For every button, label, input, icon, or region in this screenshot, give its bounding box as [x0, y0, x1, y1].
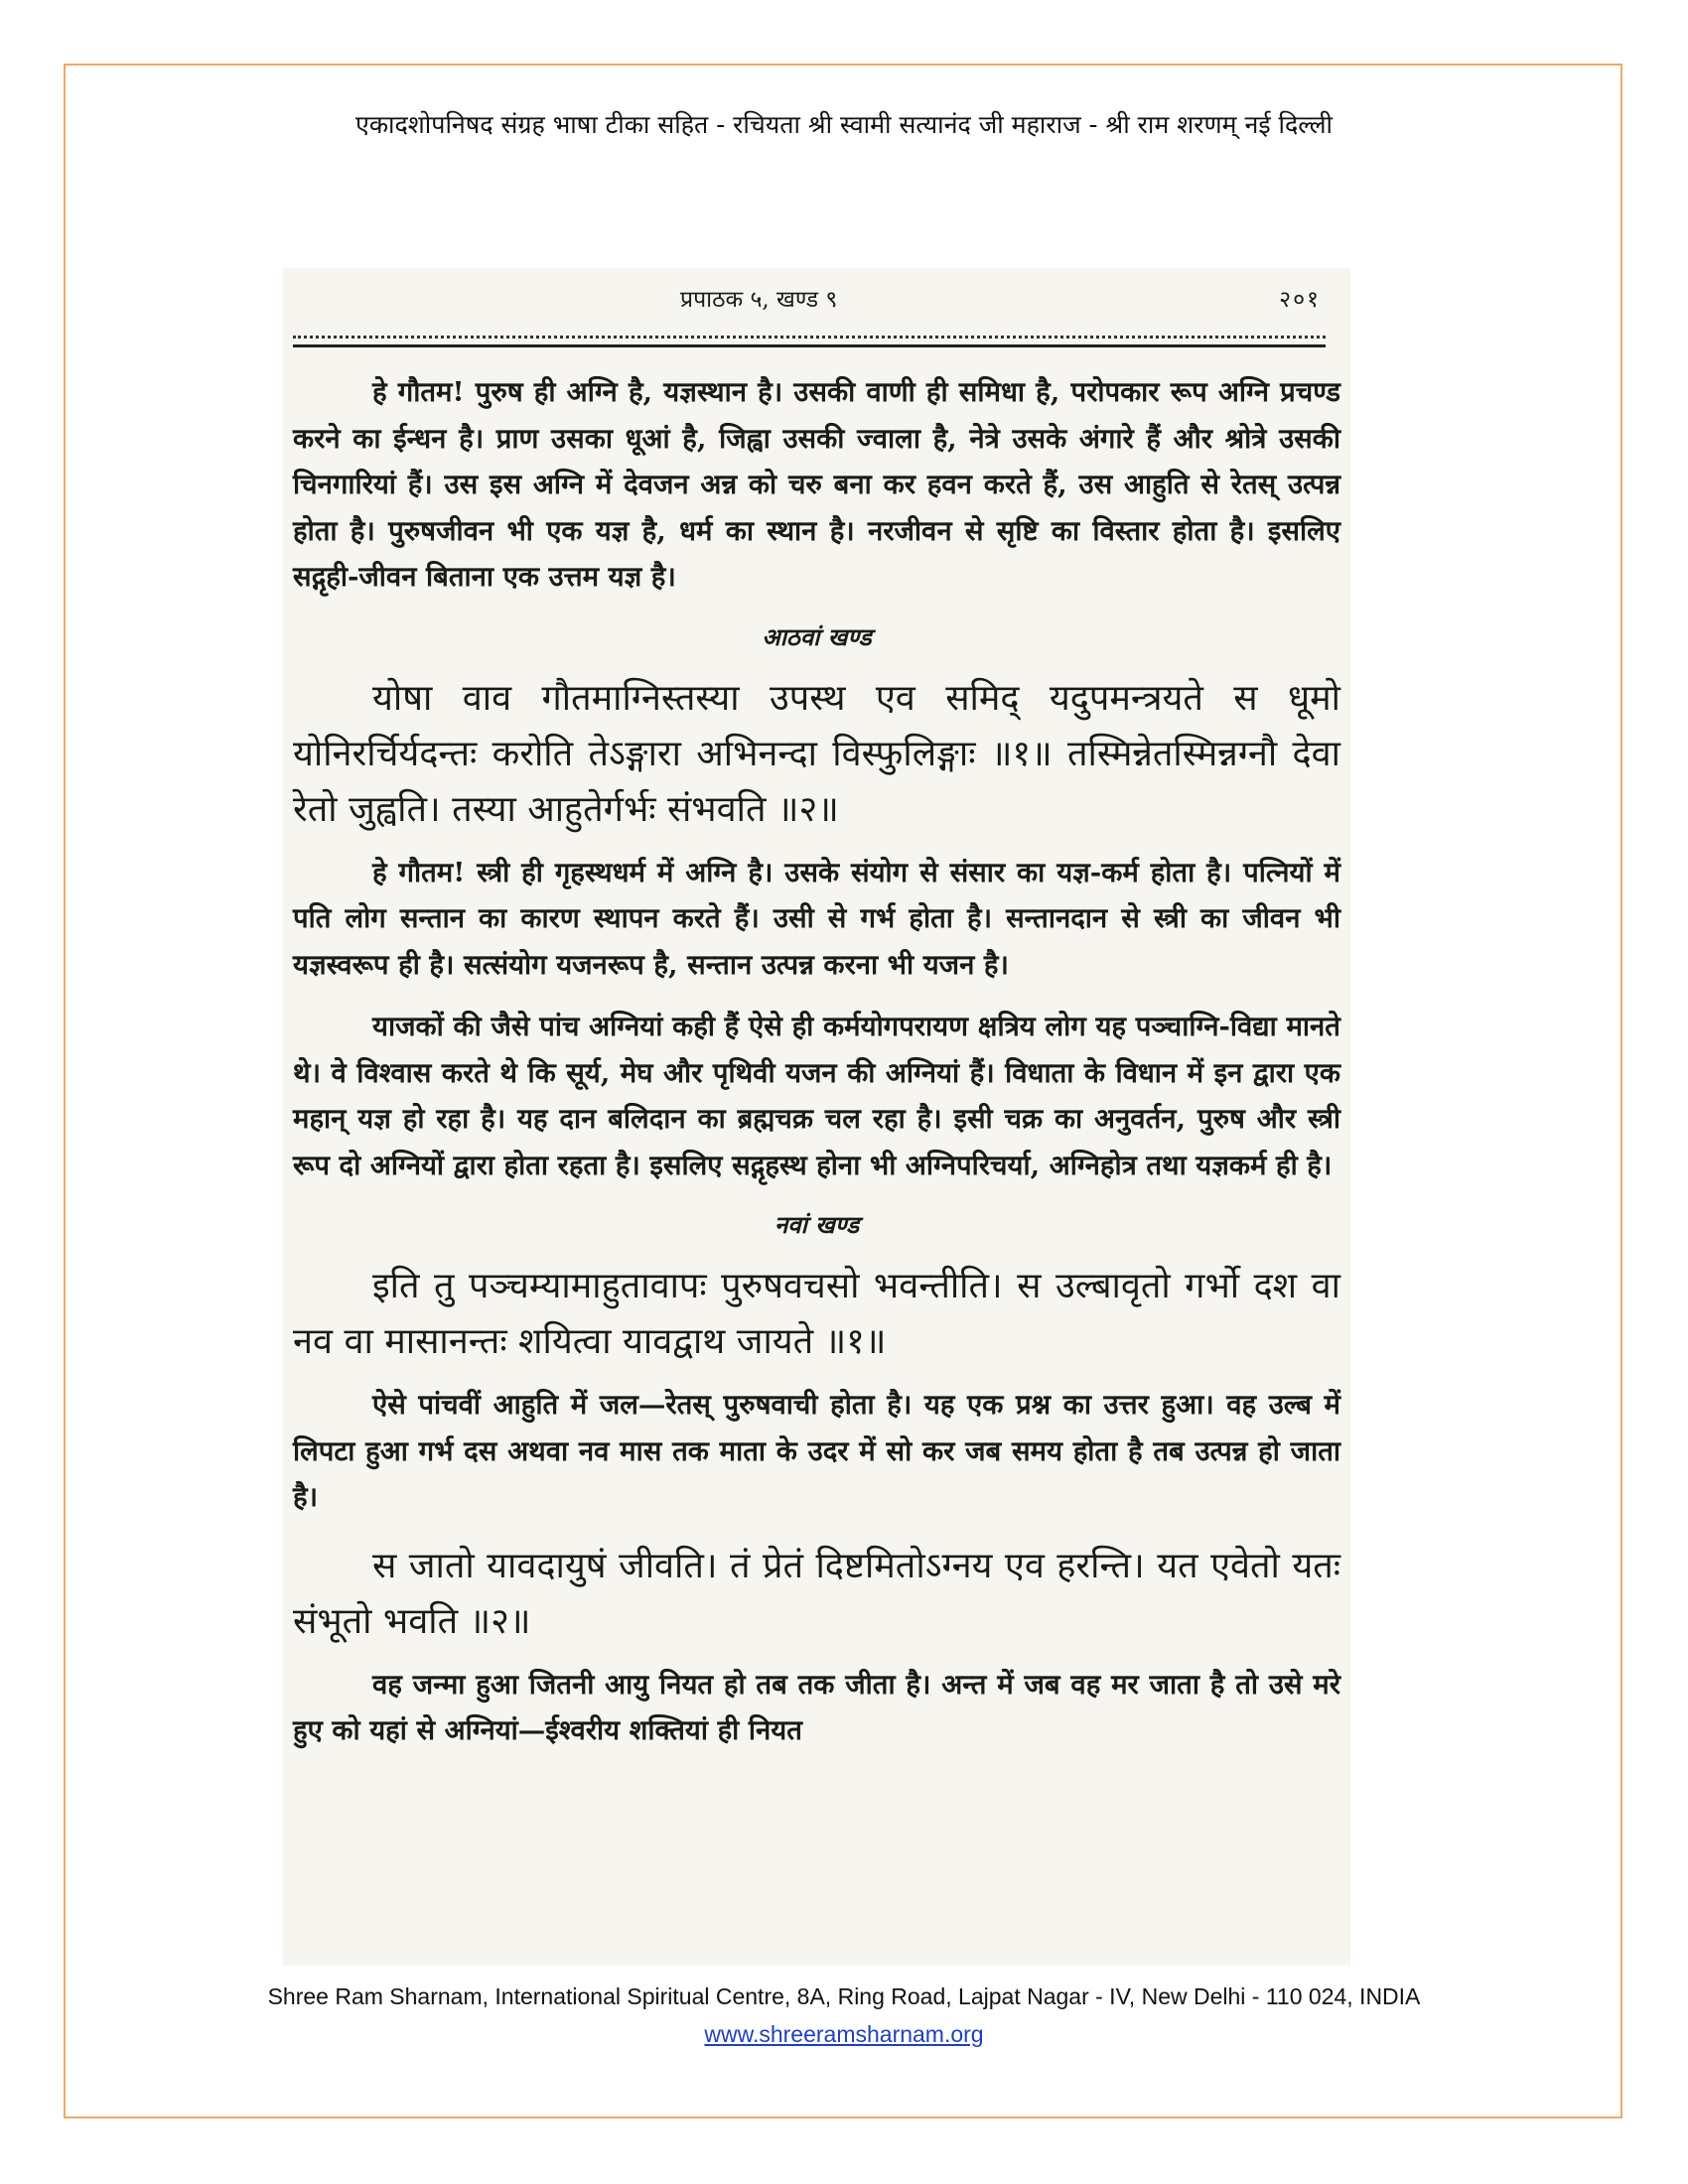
- sanskrit-verse-9-1: इति तु पञ्चम्यामाहुतावापः पुरुषवचसो भवन्तीति। स उल्बावृतो गर्भो दश वा नव वा मासानन्तः शयित्वा यावद्वाथ जायते ॥१॥: [293, 1266, 1340, 1362]
- footer-address: Shree Ram Sharnam, International Spiritual Centre, 8A, Ring Road, Lajpat Nagar - IV, New Delhi - 110 024, INDIA: [267, 1983, 1421, 2009]
- page-number: २०१: [1279, 287, 1321, 313]
- sanskrit-verse-9-2: स जातो यावदायुषं जीवति। तं प्रेतं दिष्टमितोऽग्नय एव हरन्ति। यत एवेतो यतः संभूतो भवति ॥२॥: [293, 1545, 1340, 1642]
- commentary-paragraph-3: याजकों की जैसे पांच अग्नियां कही हैं ऐसे ही कर्मयोगपरायण क्षत्रिय लोग यह पञ्चाग्नि-विद्या मानते थे। वे विश्वास करते थे कि सूर्य, मेघ और पृथिवी यजन की अग्नियां हैं। विधाता के विधान में इन द्वारा एक महान् यज्ञ हो रहा है। यह दान बलिदान का ब्रह्मचक्र चल रहा है। इसी चक्र का अनुवर्तन, पुरुष और स्त्री रूप दो अग्नियों द्वारा होता रहता है। इसलिए सद्गृहस्थ होना भी अग्निपरिचर्या, अग्निहोत्र तथा यज्ञकर्म ही है।: [293, 1011, 1340, 1181]
- section-heading-9: नवां खण्ड: [774, 1210, 860, 1239]
- footer-website: [0, 2021, 1688, 2048]
- running-head-title: प्रपाठक ५, खण्ड ९: [680, 287, 838, 313]
- commentary-paragraph-1: हे गौतम! पुरुष ही अग्नि है, यज्ञस्थान है। उसकी वाणी ही समिधा है, परोपकार रूप अग्नि प्रचण्ड करने का ईन्धन है। प्राण उसका धूआं है, जिह्वा उसकी ज्वाला है, नेत्रे उसके अंगारे हैं और श्रोत्रे उसकी चिनगारियां हैं। उस इस अग्नि में देवजन अन्न को चरु बना कर हवन करते हैं, उस आहुति से रेतस् उत्पन्न होता है। पुरुषजीवन भी एक यज्ञ है, धर्म का स्थान है। नरजीवन से सृष्टि का विस्तार होता है। इसलिए सद्गृही-जीवन बिताना एक उत्तम यज्ञ है।: [293, 376, 1340, 593]
- scanned-page-content: [293, 268, 1340, 1754]
- commentary-paragraph-4: ऐसे पांचवीं आहुति में जल—रेतस् पुरुषवाची होता है। यह एक प्रश्न का उत्तर हुआ। वह उल्ब में लिपटा हुआ गर्भ दस अथवा नव मास तक माता के उदर में सो कर जब समय होता है तब उत्पन्न हो जाता है।: [293, 1389, 1340, 1513]
- website-link[interactable]: www.shreeramsharnam.org: [704, 2021, 984, 2047]
- sanskrit-verse-8: योषा वाव गौतमाग्निस्तस्या उपस्थ एव समिद् यदुपमन्त्रयते स धूमो योनिरर्चिर्यदन्तः करोति तेऽङ्गारा अभिनन्दा विस्फुलिङ्गाः ॥१॥ तस्मिन्नेतस्मिन्नग्नौ देवा रेतो जुह्वति। तस्या आहुतेर्गर्भः संभवति ॥२॥: [293, 677, 1340, 830]
- dotted-rule: [293, 336, 1326, 339]
- running-head: [293, 268, 1340, 328]
- commentary-paragraph-5: वह जन्मा हुआ जितनी आयु नियत हो तब तक जीता है। अन्त में जब वह मर जाता है तो उसे मरे हुए को यहां से अग्नियां—ईश्वरीय शक्तियां ही नियत: [293, 1668, 1340, 1746]
- section-heading-8: आठवां खण्ड: [762, 621, 872, 651]
- document-header: एकादशोपनिषद संग्रह भाषा टीका सहित - रचियता श्री स्वामी सत्यानंद जी महाराज - श्री राम शरणम् नई दिल्ली: [355, 110, 1333, 139]
- scanned-page: [283, 268, 1350, 1966]
- commentary-paragraph-2: हे गौतम! स्त्री ही गृहस्थधर्म में अग्नि है। उसके संयोग से संसार का यज्ञ-कर्म होता है। पत्नियों में पति लोग सन्तान का कारण स्थापन करते हैं। उसी से गर्भ होता है। सन्तानदान से स्त्री का जीवन भी यज्ञस्वरूप ही है। सत्संयोग यजनरूप है, सन्तान उत्पन्न करना भी यजन है।: [293, 856, 1340, 981]
- solid-rule: [293, 344, 1326, 347]
